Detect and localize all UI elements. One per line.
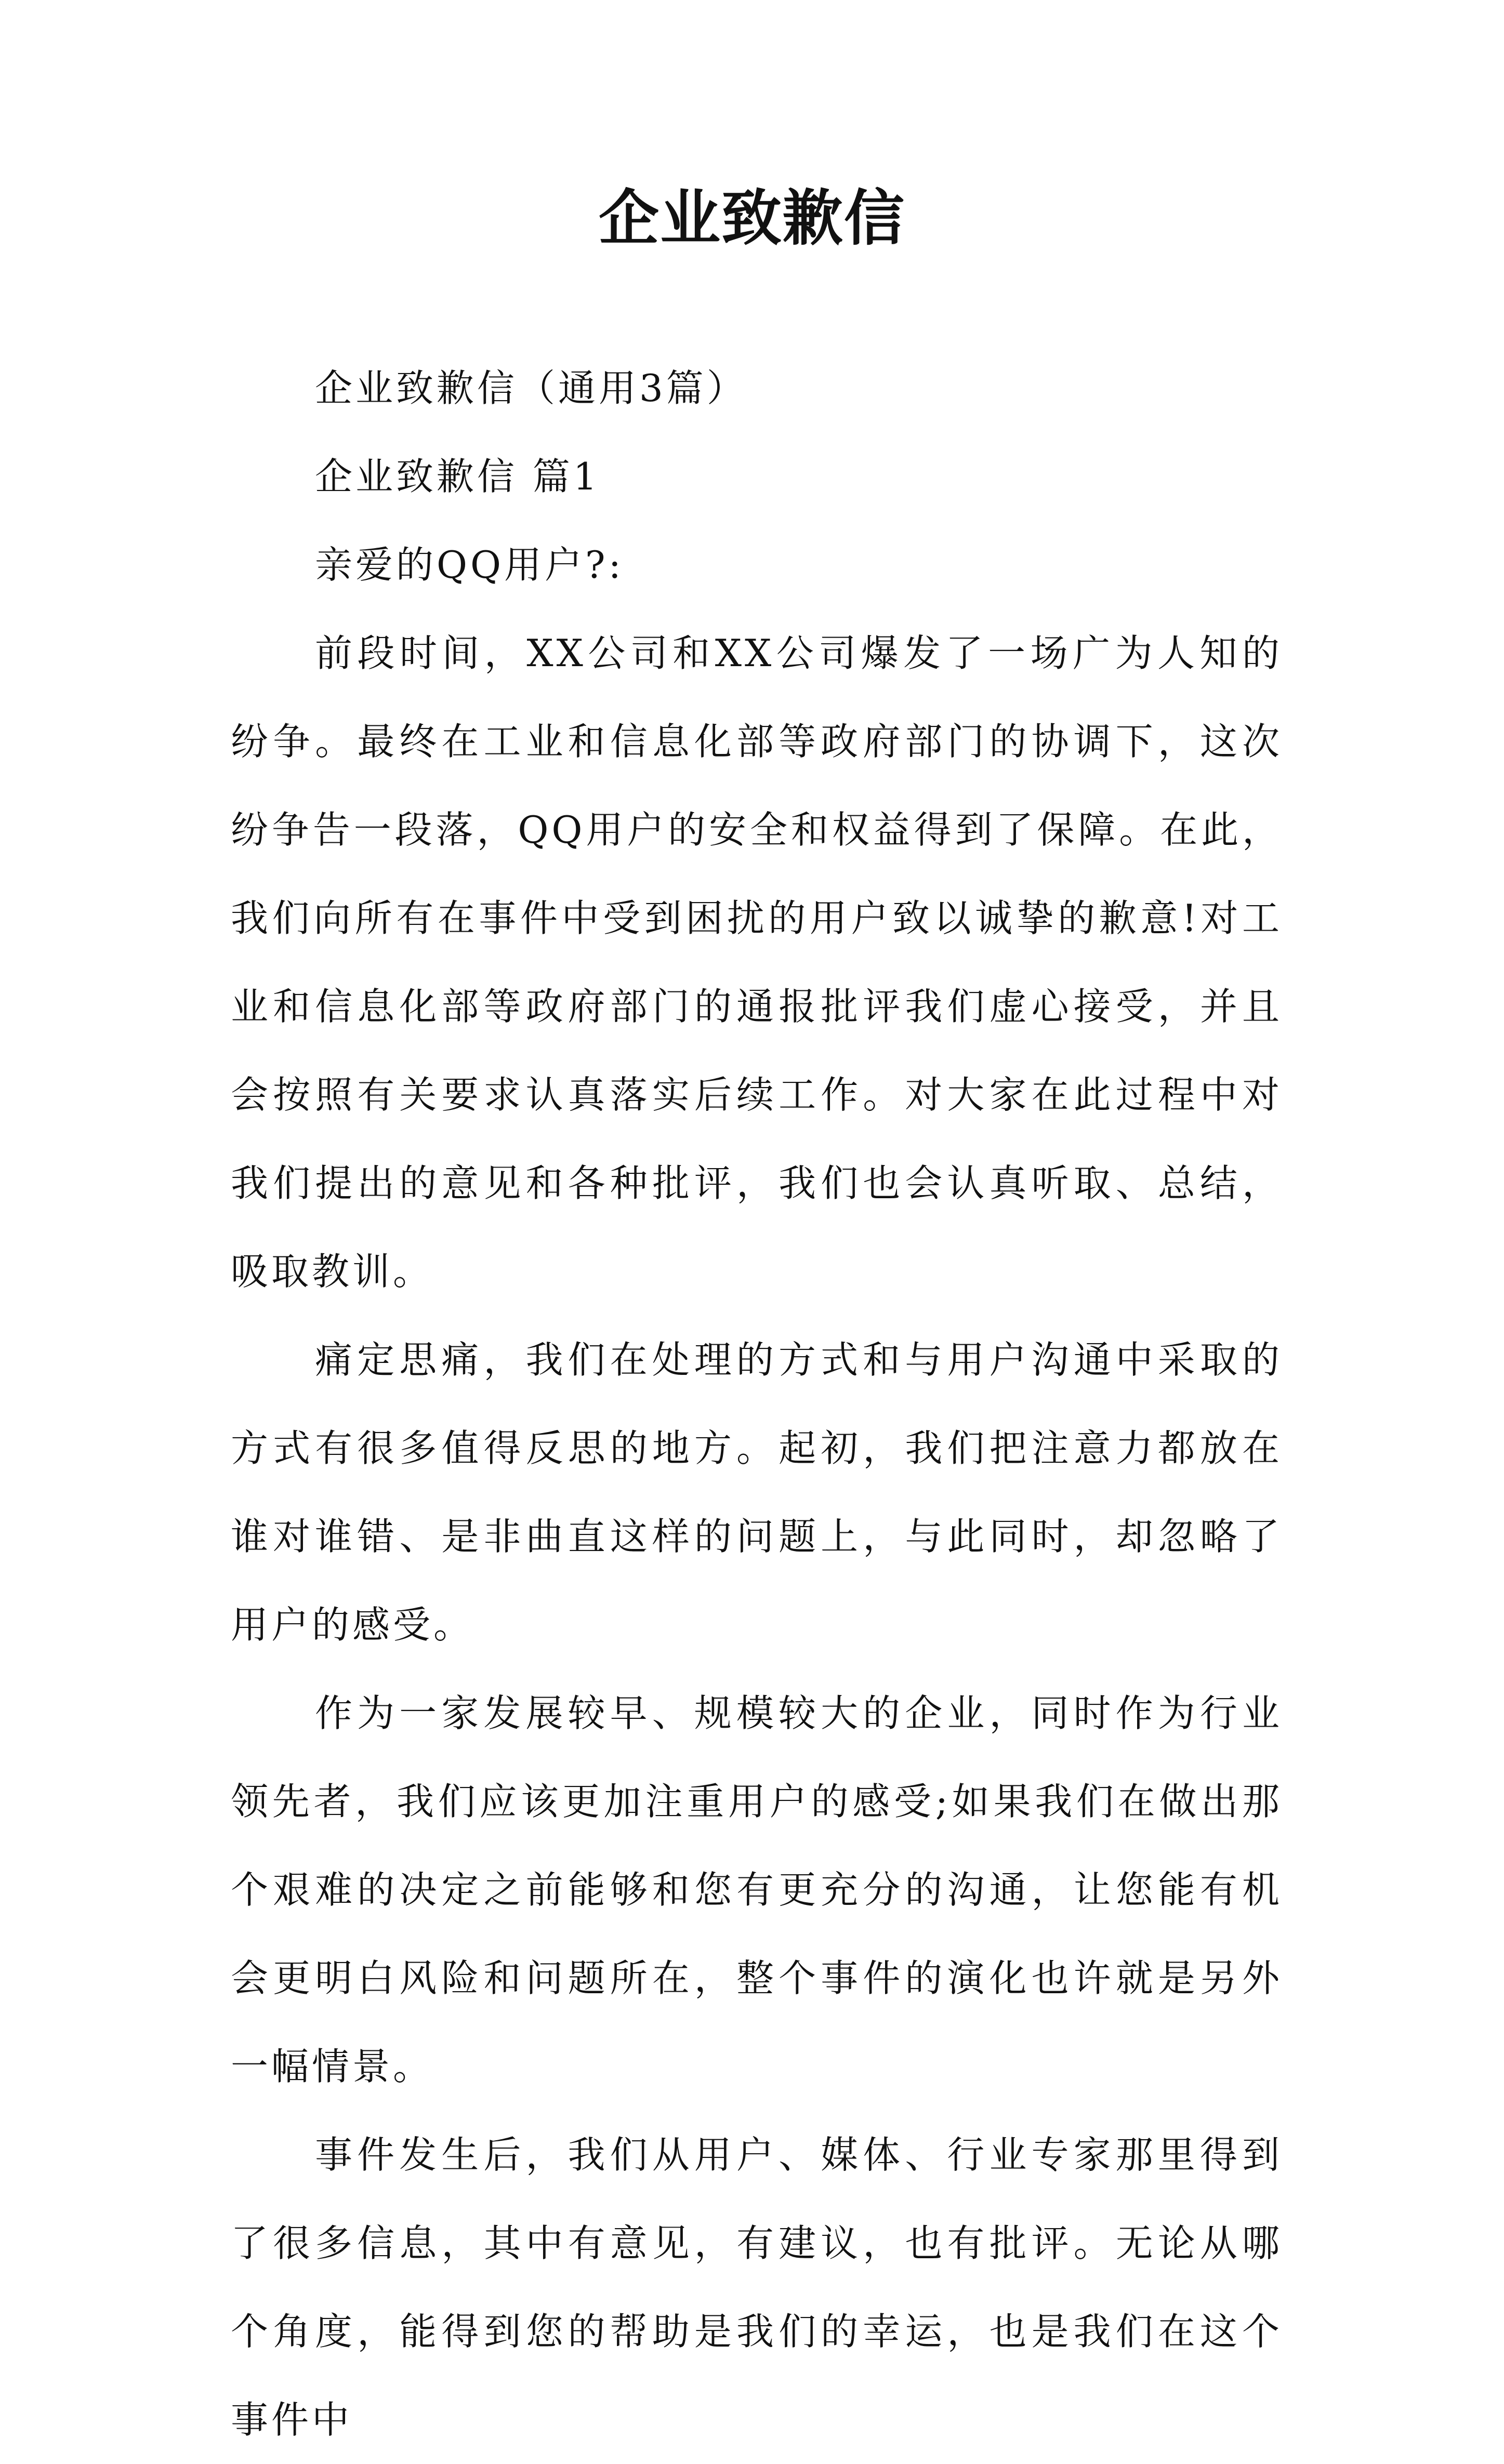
body-paragraph-2: 痛定思痛，我们在处理的方式和与用户沟通中采取的方式有很多值得反思的地方。起初，我们把注意力都放在谁对谁错、是非曲直这样的问题上，与此同时，却忽略了用户的感受。 <box>231 1338 1283 1647</box>
body-paragraph-3: 作为一家发展较早、规模较大的企业，同时作为行业领先者，我们应该更加注重用户的感受;如果我们在做出那个艰难的决定之前能够和您有更充分的沟通，让您能有机会更明白风险和问题所在，整个事件的演化也许就是另外一幅情景。 <box>231 1691 1283 2088</box>
document-title: 企业致歉信 <box>599 183 905 254</box>
subtitle-paragraph: 企业致歉信（通用3篇） <box>315 366 747 410</box>
salutation: 亲爱的QQ用户?: <box>315 543 624 587</box>
document-body <box>231 344 1283 2464</box>
body-paragraph-1: 前段时间，XX公司和XX公司爆发了一场广为人知的纷争。最终在工业和信息化部等政府部门的协调下，这次纷争告一段落，QQ用户的安全和权益得到了保障。在此，我们向所有在事件中受到困扰的用户致以诚挚的歉意!对工业和信息化部等政府部门的通报批评我们虚心接受，并且会按照有关要求认真落实后续工作。对大家在此过程中对我们提出的意见和各种批评，我们也会认真听取、总结，吸取教训。 <box>231 631 1283 1293</box>
section-heading: 企业致歉信 篇1 <box>315 455 600 498</box>
body-paragraph-4: 事件发生后，我们从用户、媒体、行业专家那里得到了很多信息，其中有意见，有建议，也有批评。无论从哪个角度，能得到您的帮助是我们的幸运，也是我们在这个事件中 <box>231 2133 1283 2442</box>
